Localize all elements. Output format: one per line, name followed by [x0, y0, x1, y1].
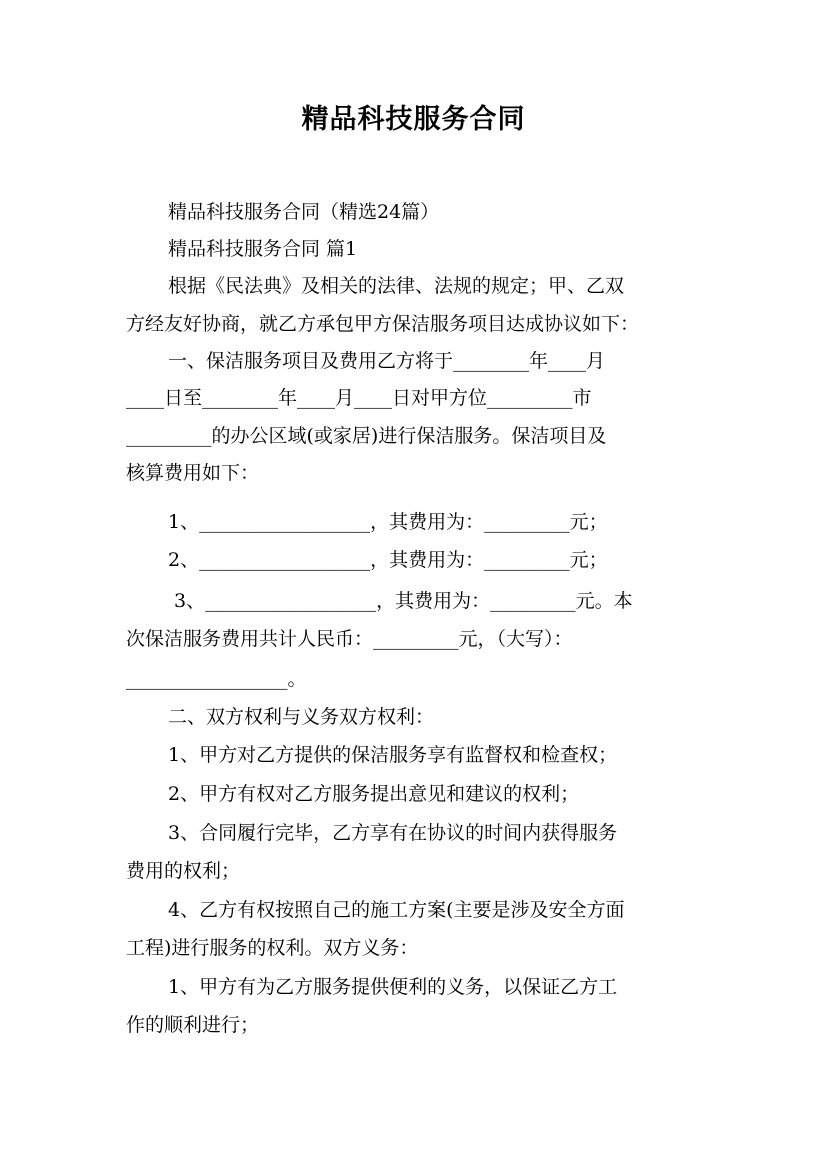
- section-heading: 二、双方权利与义务双方权利：: [168, 706, 435, 728]
- paragraph-line: 根据《民法典》及相关的法律、法规的规定；甲、乙双: [168, 275, 625, 297]
- section-heading: 精品科技服务合同 篇1: [168, 238, 358, 260]
- list-item: 4、乙方有权按照自己的施工方案(主要是涉及安全方面: [168, 899, 625, 921]
- paragraph-line: 一、保洁服务项目及费用乙方将于________年____月: [168, 350, 606, 372]
- fee-item-2: 2、__________________，其费用为：_________元；: [168, 549, 608, 571]
- subtitle-line: 精品科技服务合同（精选24篇）: [168, 201, 440, 223]
- paragraph-line: 工程)进行服务的权利。双方义务：: [126, 937, 419, 959]
- fee-item-3: 3、__________________，其费用为：_________元。本: [174, 590, 633, 612]
- paragraph-line: 费用的权利；: [126, 860, 241, 882]
- document-title: 精品科技服务合同: [301, 104, 526, 135]
- paragraph-line: ____日至________年____月____日对甲方位_________市: [126, 387, 592, 409]
- paragraph-line: 核算费用如下：: [126, 462, 260, 484]
- paragraph-line: _________的办公区域(或家居)进行保洁服务。保洁项目及: [126, 425, 607, 447]
- list-item: 2、甲方有权对乙方服务提出意见和建议的权利；: [168, 783, 580, 805]
- paragraph-line: _________________。: [126, 668, 307, 690]
- paragraph-line: 作的顺利进行；: [126, 1014, 260, 1036]
- paragraph-line: 方经友好协商，就乙方承包甲方保洁服务项目达成协议如下：: [126, 313, 640, 335]
- list-item: 1、甲方有为乙方服务提供便利的义务，以保证乙方工: [168, 976, 618, 998]
- list-item: 1、甲方对乙方提供的保洁服务享有监督权和检查权；: [168, 744, 618, 766]
- list-item: 3、合同履行完毕，乙方享有在协议的时间内获得服务: [168, 822, 618, 844]
- paragraph-line: 次保洁服务费用共计人民币：_________元，（大写）：: [126, 628, 573, 650]
- fee-item-1: 1、__________________，其费用为：_________元；: [168, 511, 608, 533]
